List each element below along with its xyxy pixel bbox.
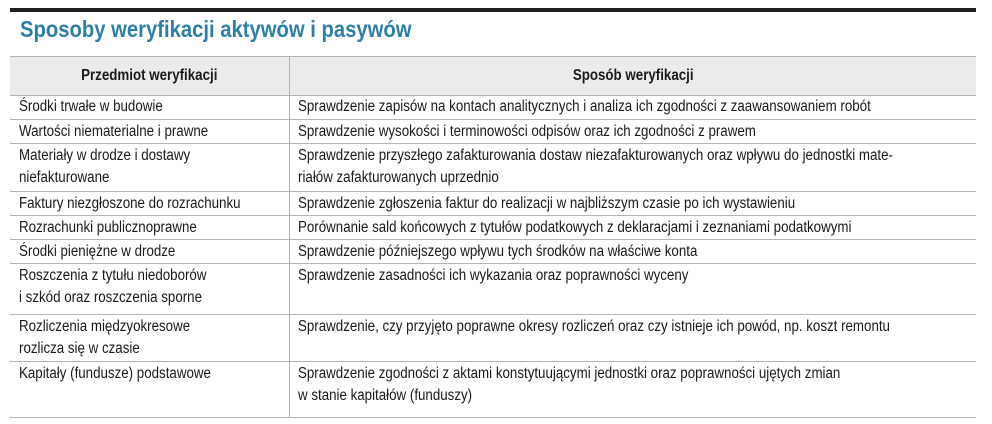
header-subject: Przedmiot weryfikacji	[10, 57, 290, 95]
table-row	[10, 119, 976, 144]
table-row	[10, 191, 976, 216]
table-row	[10, 361, 976, 418]
table-header	[10, 56, 976, 96]
table-row	[10, 239, 976, 264]
method-cell: Sprawdzenie zasadności ich wykazania oraz poprawności wyceny	[298, 267, 689, 284]
subject-cell: Rozrachunki publicznoprawne	[10, 215, 290, 239]
method-cell: Sprawdzenie wysokości i terminowości odpisów oraz ich zgodności z prawem	[298, 123, 756, 140]
subject-cell: Kapitały (fundusze) podstawowe	[10, 361, 290, 417]
method-cell: Sprawdzenie zgodności z aktami konstytuującymi jednostki oraz poprawności ujętych zmian w stanie kapitałów (funduszy)	[298, 365, 841, 404]
verification-table	[10, 56, 976, 418]
header-method: Sposób weryfikacji	[572, 67, 694, 84]
table-row	[10, 143, 976, 192]
table-row	[10, 263, 976, 315]
subject-cell: Wartości niematerialne i prawne	[10, 119, 290, 143]
subject-cell: Środki trwałe w budowie	[10, 94, 290, 119]
subject-cell: Faktury niezgłoszone do rozrachunku	[10, 191, 290, 215]
method-cell: Sprawdzenie późniejszego wpływu tych środków na właściwe konta	[298, 243, 698, 260]
subject-cell: Środki pieniężne w drodze	[10, 239, 290, 263]
page-title: Sposoby weryfikacji aktywów i pasywów	[20, 16, 412, 42]
method-cell: Sprawdzenie przyszłego zafakturowania dostaw niezafakturowanych oraz wpływu do jednostki mate- riałów zafakturowanych uprzednio	[298, 147, 893, 186]
table-row	[10, 94, 976, 120]
table-row	[10, 314, 976, 362]
method-cell: Sprawdzenie zapisów na kontach analitycznych i analiza ich zgodności z zaawansowaniem robót	[298, 98, 871, 115]
table-row	[10, 215, 976, 240]
top-rule	[10, 8, 976, 12]
method-cell: Porównanie sald końcowych z tytułów podatkowych z deklaracjami i zeznaniami podatkowymi	[298, 219, 852, 236]
subject-cell: Rozliczenia międzyokresowe rozlicza się w czasie	[10, 314, 290, 361]
subject-cell: Roszczenia z tytułu niedoborów i szkód oraz roszczenia sporne	[10, 263, 290, 314]
subject-cell: Materiały w drodze i dostawy niefakturowane	[10, 143, 290, 191]
method-cell: Sprawdzenie zgłoszenia faktur do realizacji w najbliższym czasie po ich wystawieniu	[298, 195, 796, 212]
method-cell: Sprawdzenie, czy przyjęto poprawne okresy rozliczeń oraz czy istnieje ich powód, np. koszt remontu	[298, 318, 890, 335]
